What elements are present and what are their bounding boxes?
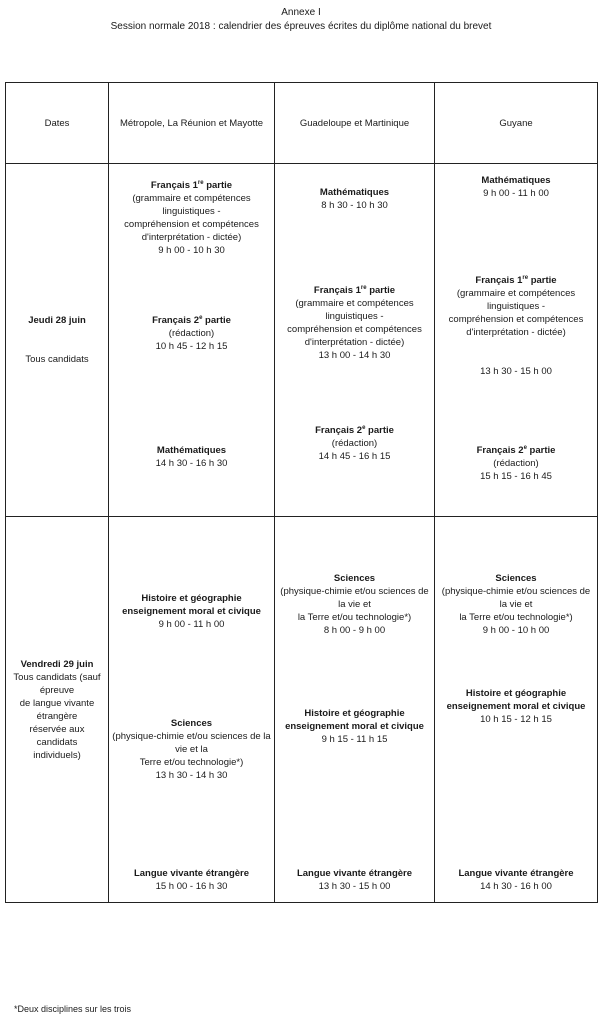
- ordinal-superscript: re: [522, 274, 529, 281]
- exam-block: [111, 717, 272, 782]
- candidates-note: réservée aux candidats: [29, 723, 85, 748]
- exam-subject-suffix: partie: [365, 425, 394, 436]
- annex-label: Annexe I: [281, 7, 321, 18]
- column-header-guadeloupe: Guadeloupe et Martinique: [275, 83, 435, 164]
- exam-subject: [111, 717, 272, 730]
- exam-detail-line: 13 h 00 - 14 h 30: [318, 350, 391, 361]
- exam-block: [111, 314, 272, 353]
- schedule-cell: [275, 164, 435, 517]
- exam-block: [437, 174, 595, 200]
- exam-block: [437, 274, 595, 378]
- exam-subject-line2: enseignement moral et civique: [122, 606, 261, 617]
- exam-detail-line: la Terre et/ou technologie*): [459, 612, 573, 623]
- exam-subject: [111, 179, 272, 192]
- exam-detail-line: (grammaire et compétences linguistiques -: [295, 298, 414, 322]
- exam-subject: [437, 867, 595, 880]
- exam-block: [437, 572, 595, 637]
- exam-detail-line: 13 h 30 - 15 h 00: [480, 366, 552, 377]
- header-row: [6, 83, 598, 164]
- exam-detail-line: 8 h 30 - 10 h 30: [321, 200, 388, 211]
- document-header: [0, 6, 602, 34]
- exam-detail-line: d'interprétation - dictée): [304, 337, 405, 348]
- exam-subject: [277, 867, 432, 880]
- exam-detail-line: 10 h 45 - 12 h 15: [155, 341, 228, 352]
- exam-subject-text: Langue vivante étrangère: [296, 868, 413, 879]
- exam-detail-line: d'interprétation - dictée): [141, 232, 242, 243]
- ordinal-superscript: e: [199, 314, 203, 321]
- exam-detail-line: 10 h 15 - 12 h 15: [480, 714, 552, 725]
- exam-subject: [111, 867, 272, 880]
- date-cell: [6, 517, 109, 903]
- exam-block: [277, 284, 432, 362]
- exam-detail-line: 9 h 15 - 11 h 15: [321, 734, 388, 745]
- exam-subject: [277, 424, 432, 437]
- exam-block: [437, 444, 595, 483]
- exam-subject-text: Mathématiques: [156, 445, 227, 456]
- exam-detail-line: (grammaire et compétences linguistiques -: [132, 193, 251, 217]
- exam-subject: [111, 444, 272, 457]
- exam-detail-line: 13 h 30 - 14 h 30: [155, 770, 228, 781]
- exam-subject-text: Mathématiques: [319, 187, 390, 198]
- schedule-cell: [435, 517, 598, 903]
- document-title: Session normale 2018 : calendrier des épreuves écrites du diplôme national du brevet: [110, 21, 492, 32]
- schedule-cell: [109, 164, 275, 517]
- exam-block: [111, 444, 272, 470]
- exam-detail-line: la Terre et/ou technologie*): [297, 612, 412, 623]
- exam-subject: [277, 284, 432, 297]
- exam-block: [277, 424, 432, 463]
- exam-subject-text: Histoire et géographie: [141, 593, 242, 604]
- table-row: [6, 164, 598, 517]
- exam-subject-text: Français 2: [152, 315, 200, 326]
- exam-subject-suffix: partie: [202, 315, 231, 326]
- ordinal-superscript: e: [523, 444, 527, 451]
- exam-detail-line: 14 h 45 - 16 h 15: [318, 451, 391, 462]
- exam-calendar-table: [5, 82, 598, 903]
- exam-block: [277, 186, 432, 212]
- exam-subject: [437, 444, 595, 457]
- exam-detail-line: Terre et/ou technologie*): [139, 757, 244, 768]
- exam-subject: [111, 314, 272, 327]
- exam-subject-text: Français 2: [315, 425, 363, 436]
- exam-subject-line2: enseignement moral et civique: [446, 701, 586, 712]
- exam-subject: [277, 186, 432, 199]
- column-header-dates: Dates: [6, 83, 109, 164]
- exam-detail-line: 15 h 00 - 16 h 30: [155, 881, 228, 892]
- schedule-cell: [435, 164, 598, 517]
- column-header-guyane: Guyane: [435, 83, 598, 164]
- exam-subject-text: Sciences: [170, 718, 213, 729]
- exam-subject-text: Sciences: [333, 573, 376, 584]
- exam-detail-line: (rédaction): [493, 458, 539, 469]
- exam-subject: [277, 707, 432, 720]
- exam-detail-line: (physique-chimie et/ou sciences de la vie et: [441, 586, 591, 610]
- exam-detail-line: 14 h 30 - 16 h 00: [480, 881, 552, 892]
- exam-detail-line: (rédaction): [168, 328, 215, 339]
- exam-subject: [111, 592, 272, 605]
- exam-subject-text: Langue vivante étrangère: [133, 868, 250, 879]
- exam-detail-line: 13 h 30 - 15 h 00: [318, 881, 391, 892]
- schedule-cell: [275, 517, 435, 903]
- exam-detail-line: compréhension et compétences: [287, 324, 422, 335]
- exam-subject-text: Sciences: [495, 573, 537, 584]
- exam-subject-suffix: partie: [528, 275, 557, 286]
- exam-subject-text: Langue vivante étrangère: [458, 868, 574, 879]
- candidates-note: Tous candidats: [25, 354, 89, 365]
- exam-subject-text: Français 2: [476, 445, 524, 456]
- table-row: [6, 517, 598, 903]
- exam-block: [277, 707, 432, 746]
- footnote: *Deux disciplines sur les trois: [14, 1004, 132, 1014]
- exam-detail-line: 9 h 00 - 10 h 30: [158, 245, 225, 256]
- exam-subject: [437, 274, 595, 287]
- exam-block: [437, 687, 595, 726]
- exam-detail-line: d'interprétation - dictée): [466, 327, 566, 338]
- exam-subject: [437, 572, 595, 585]
- exam-detail-line: (rédaction): [331, 438, 378, 449]
- candidates-note: individuels): [33, 749, 81, 761]
- exam-block: [277, 867, 432, 893]
- exam-detail-line: (grammaire et compétences linguistiques -: [456, 288, 576, 312]
- exam-subject-line2: enseignement moral et civique: [285, 721, 424, 732]
- exam-block: [111, 592, 272, 631]
- exam-detail-line: (physique-chimie et/ou sciences de la vie et la: [112, 731, 271, 755]
- exam-block: [111, 867, 272, 893]
- exam-detail-line: 14 h 30 - 16 h 30: [155, 458, 228, 469]
- exam-block: [437, 867, 595, 893]
- exam-block: [277, 572, 432, 637]
- exam-subject: [277, 572, 432, 585]
- date-label: Jeudi 28 juin: [28, 315, 86, 326]
- candidates-note: de langue vivante étrangère: [19, 697, 95, 722]
- exam-detail-line: compréhension et compétences: [124, 219, 259, 230]
- candidates-note: Tous candidats (sauf épreuve: [13, 671, 101, 696]
- ordinal-superscript: re: [197, 179, 204, 186]
- exam-subject: [437, 687, 595, 700]
- exam-block: [111, 179, 272, 257]
- exam-detail-line: [437, 339, 595, 365]
- date-cell: [6, 164, 109, 517]
- exam-subject-text: Mathématiques: [481, 175, 551, 186]
- exam-subject-suffix: partie: [526, 445, 556, 456]
- exam-detail-line: 8 h 00 - 9 h 00: [323, 625, 386, 636]
- exam-detail-line: (physique-chimie et/ou sciences de la vie et: [280, 586, 429, 610]
- exam-subject-text: Histoire et géographie: [304, 708, 405, 719]
- schedule-cell: [109, 517, 275, 903]
- exam-subject-suffix: partie: [366, 285, 396, 296]
- exam-subject-text: Français 1: [313, 285, 361, 296]
- column-header-metropole: Métropole, La Réunion et Mayotte: [109, 83, 275, 164]
- exam-detail-line: 9 h 00 - 11 h 00: [158, 619, 225, 630]
- exam-subject-text: Français 1: [475, 275, 523, 286]
- exam-detail-line: 15 h 15 - 16 h 45: [480, 471, 552, 482]
- ordinal-superscript: e: [362, 424, 366, 431]
- date-label: Vendredi 29 juin: [20, 658, 94, 670]
- ordinal-superscript: re: [360, 284, 367, 291]
- exam-detail-line: 9 h 00 - 11 h 00: [483, 188, 549, 199]
- exam-detail-line: 9 h 00 - 10 h 00: [482, 625, 550, 636]
- exam-subject-text: Histoire et géographie: [465, 688, 567, 699]
- exam-subject-suffix: partie: [203, 180, 233, 191]
- exam-subject-text: Français 1: [150, 180, 198, 191]
- exam-detail-line: compréhension et compétences: [448, 314, 584, 325]
- exam-subject: [437, 174, 595, 187]
